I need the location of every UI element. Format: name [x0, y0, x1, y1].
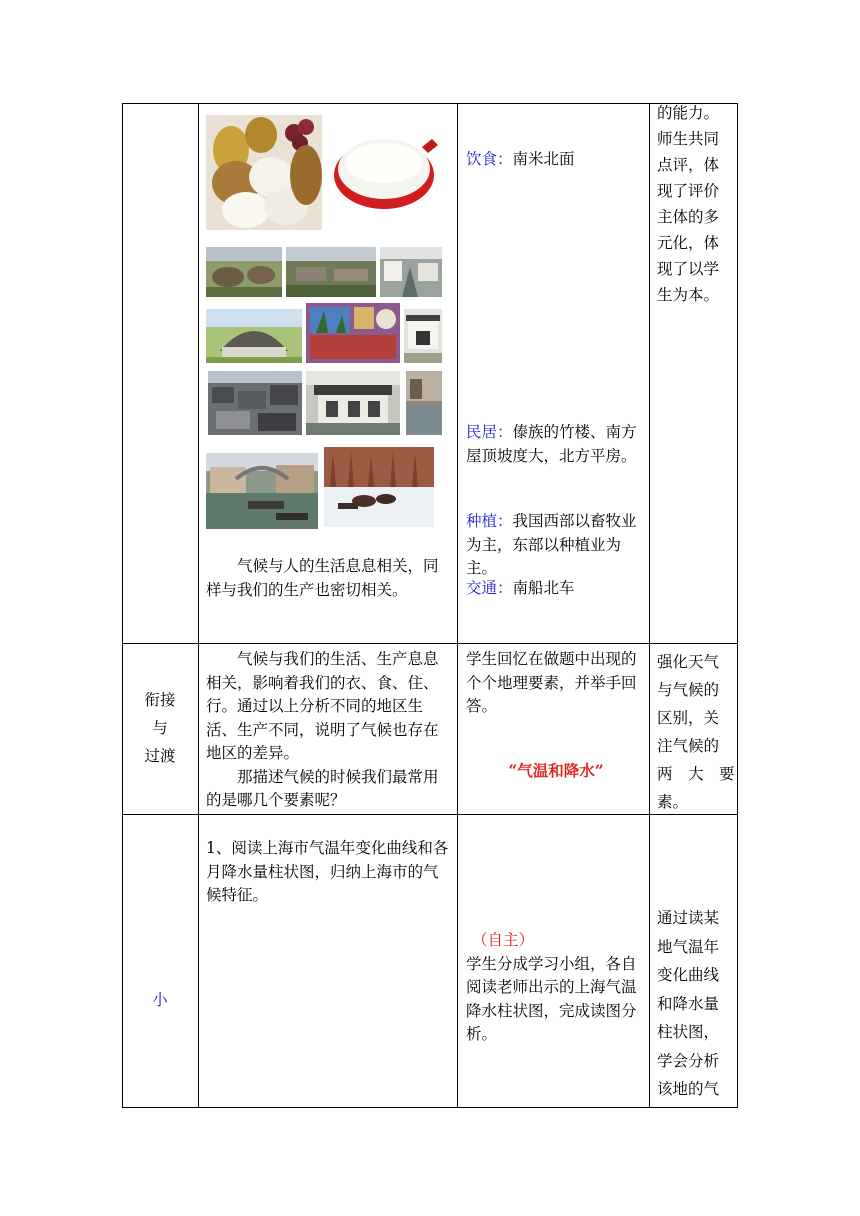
student-text: 学生回忆在做题中出现的个个地理要素，并举手回答。: [466, 650, 637, 715]
yurt-photo: [206, 309, 302, 363]
traffic-item: [466, 577, 646, 601]
design-line: 的能力。: [657, 104, 720, 122]
stage-line: 衔接: [144, 691, 176, 709]
rooftops-photo: [208, 371, 302, 435]
row3-stage: 小: [152, 991, 168, 1009]
table-border-left: [122, 103, 123, 1108]
row1-caption: 气候与人的生活息息相关，同样与我们的生产也密切相关。: [206, 557, 439, 599]
row1-design-note: [657, 100, 735, 308]
design-line: 强化天气: [657, 653, 720, 671]
canal-boats-photo: [206, 453, 318, 529]
row3-teacher: 1、阅读上海市气温年变化曲线和各月降水量柱状图，归纳上海市的气候特征。: [206, 839, 449, 904]
plant-item: [466, 510, 646, 581]
table-border-bottom: [122, 1107, 738, 1108]
diet-label: 饮食：: [466, 150, 513, 168]
house-text: 傣族的竹楼、南方屋顶坡度大，北方平房。: [466, 423, 637, 465]
rice-bowl-photo: [330, 133, 442, 213]
design-line: 主体的多: [657, 208, 720, 226]
diet-item: [466, 148, 644, 172]
row-divider: [122, 814, 738, 815]
design-line: 现了以学: [657, 260, 720, 278]
old-house-photo: [306, 371, 400, 435]
steamed-buns-photo: [206, 115, 322, 230]
student-tag: （自主）: [472, 931, 535, 949]
design-line: 师生共同: [657, 130, 720, 148]
column-divider: [198, 103, 199, 1108]
design-line: 区别，关: [657, 709, 720, 727]
design-line: 通过读某: [657, 909, 720, 927]
design-line: 地气温年: [657, 937, 720, 956]
traffic-text: 南船北车: [512, 579, 575, 597]
row-divider: [122, 643, 738, 644]
row2-stage: [122, 686, 198, 770]
row2-student: [466, 648, 646, 719]
water-town-photo: [380, 247, 442, 297]
design-line: 点评，体: [657, 156, 720, 174]
design-line: 生为本。: [657, 286, 720, 304]
lesson-table: [122, 103, 738, 1108]
stage-line: 过渡: [144, 747, 176, 765]
design-line: 现了评价: [657, 182, 720, 200]
design-line: 学会分析: [657, 1051, 720, 1070]
stamps-photo: [306, 303, 400, 363]
table-border-top: [122, 103, 738, 104]
design-line: 变化曲线: [657, 966, 720, 984]
column-divider: [649, 103, 650, 1108]
student-text: 学生分成学习小组，各自阅读老师出示的上海气温降水柱状图，完成读图分析。: [466, 954, 637, 1043]
row3-design-note: [657, 904, 735, 1104]
canal-side-photo: [406, 371, 442, 435]
stage-line: 与: [152, 719, 168, 737]
teacher-paragraph: 那描述气候的时候我们最常用的是哪几个要素呢？: [206, 767, 439, 809]
column-divider: [457, 103, 458, 1108]
table-border-right: [737, 103, 738, 1108]
design-line: 素。: [657, 793, 689, 811]
traffic-label: 交通：: [466, 579, 513, 597]
plant-label: 种植：: [466, 512, 513, 530]
teacher-paragraph: 气候与我们的生活、生产息息相关，影响着我们的衣、食、住、行。通过以上分析不同的地区生活、生产不同，说明了气候也存在地区的差异。: [206, 650, 439, 762]
diet-text: 南米北面: [512, 150, 575, 168]
row2-design-note: [657, 648, 733, 816]
design-line: 元化，体: [657, 234, 720, 252]
plant-text: 我国西部以畜牧业为主，东部以种植业为主。: [466, 512, 637, 577]
tulou-photo: [206, 247, 282, 297]
design-line: 柱状图，: [657, 1023, 720, 1041]
row2-teacher: [206, 648, 451, 813]
house-item: [466, 421, 646, 468]
hui-house-photo: [404, 309, 442, 363]
village-photo: [286, 247, 376, 297]
design-line: 两 大 要: [657, 765, 735, 783]
design-line: 注气候的: [657, 737, 720, 755]
house-label: 民居：: [466, 423, 513, 441]
design-line: 与气候的: [657, 681, 720, 699]
horse-sled-photo: [324, 447, 434, 527]
design-line: 该地的气: [657, 1080, 720, 1098]
row3-student: [466, 929, 646, 1047]
design-line: 和降水量: [657, 994, 720, 1013]
student-answer: “气温和降水”: [508, 761, 604, 780]
